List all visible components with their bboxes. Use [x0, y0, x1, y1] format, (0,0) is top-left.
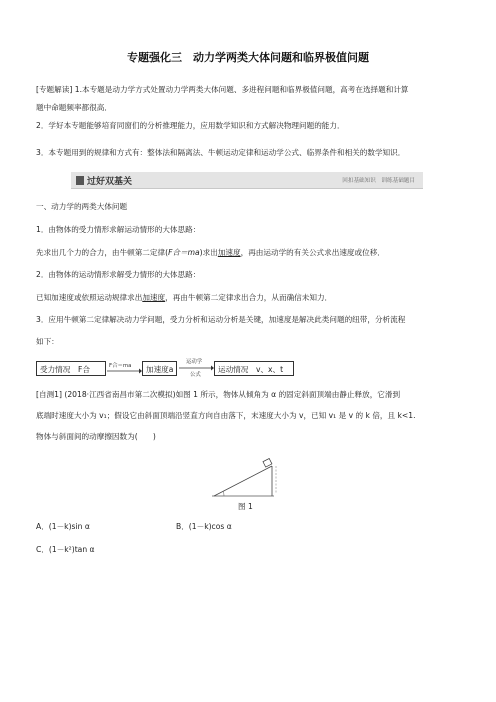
underlined-acceleration-2: 加速度: [142, 293, 166, 302]
section-banner: [71, 172, 423, 189]
example-line-2: 底端时速度大小为 v₁；假设它由斜面顶端沿竖直方向自由落下，末速度大小为 v，已知 v₁ 是 v 的 k 倍，且 k<1.: [36, 411, 416, 420]
flow-arrow-2-icon: [178, 365, 214, 371]
figure-caption: 图 1: [238, 502, 253, 511]
section-heading: 一、动力学的两类大体问题: [36, 202, 128, 211]
example-text-1: (2018·江西省南昌市第二次模拟)如图 1 所示，物体从倾角为 α 的固定斜面顶端由静止释放，它滑到: [64, 390, 401, 399]
intro-line-1b: 题中命题频率都很高．: [36, 103, 112, 112]
intro-line-1: [36, 85, 409, 95]
flow-arrow-label-2a: 运动学: [186, 359, 203, 365]
para-1a-mid: )求出: [199, 248, 218, 257]
angle-arc-icon: [223, 491, 224, 496]
flow-arrow-label-1: F合＝ma: [109, 363, 132, 369]
intro-text-1: 1.本专题是动力学方式处置动力学两类大体问题、多进程问题和临界极值问题，高考在选择题和计算: [74, 85, 409, 94]
para-3: 3．应用牛顿第二定律解决动力学问题，受力分析和运动分析是关键，加速度是解决此类问题的纽带，分析流程: [36, 315, 406, 324]
option-a: A．(1－k)sin α: [36, 522, 90, 531]
incline-figure: [210, 452, 290, 502]
flow-box-motion: 运动情况 v、x、t: [214, 361, 294, 376]
intro-line-3: 3．本专题用到的规律和方式有：整体法和隔离法、牛顿运动定律和运动学公式、临界条件和相关的数学知识．: [36, 148, 406, 157]
para-2: 2．由物体的运动情形求解受力情形的大体思路：: [36, 270, 201, 279]
page-title: 专题强化三 动力学两类大体问题和临界极值问题: [127, 51, 369, 64]
para-3b: 如下：: [36, 337, 59, 346]
option-b: B．(1－k)cos α: [176, 522, 232, 531]
example-line-3: 物体与斜面间的动摩擦因数为( ): [36, 432, 156, 441]
underlined-acceleration: 加速度: [217, 248, 241, 257]
flow-box-force: 受力情况 F合: [36, 361, 106, 376]
para-1: 1．由物体的受力情形求解运动情形的大体思路：: [36, 225, 201, 234]
para-1a: [36, 248, 385, 258]
block-icon: [263, 459, 272, 468]
para-1a-pre: 先求出几个力的合力，由牛顿第二定律(: [36, 248, 169, 257]
option-c: C．(1－k²)tan α: [36, 545, 95, 554]
intro-label: [专题解读]: [36, 85, 73, 94]
example-line-1: [36, 390, 400, 400]
flow-arrow-1-icon: [106, 368, 142, 374]
incline-surface: [214, 466, 272, 496]
para-2a-pre: 已知加速度或依照运动规律求出: [36, 293, 143, 302]
example-label: [自测1]: [36, 390, 62, 399]
formula-newton: F合＝ma: [168, 248, 200, 257]
banner-block-icon: [76, 176, 84, 185]
banner-label: 过好双基关: [87, 177, 133, 187]
flow-arrow-label-2b: 公式: [190, 372, 201, 378]
para-2a: [36, 293, 332, 303]
banner-subtitle: 回扣基础知识 训练基础题目: [342, 178, 415, 184]
flow-box-acceleration: 加速度a: [142, 361, 177, 376]
para-2a-post: ，再由牛顿第二定律求出合力，从而确信未知力．: [165, 293, 333, 302]
para-1a-post: ，再由运动学的有关公式求出速度或位移．: [240, 248, 385, 257]
intro-line-2: 2．学好本专题能够培育同窗们的分析推理能力，应用数学知识和方式解决物理问题的能力．: [36, 121, 345, 130]
